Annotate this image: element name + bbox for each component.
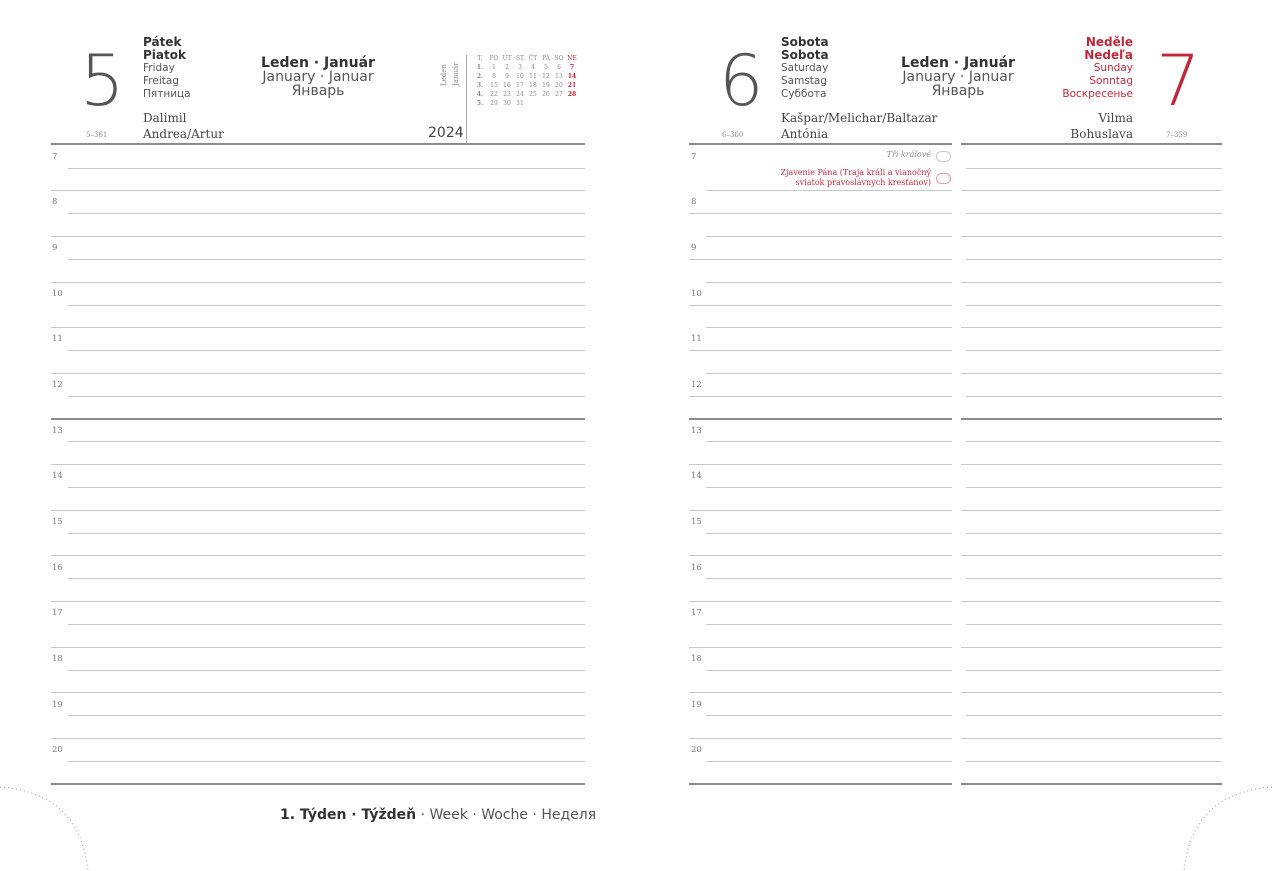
sat-nameday-sk: Antónia bbox=[781, 127, 829, 141]
day-name-de: Freitag bbox=[143, 75, 179, 87]
year-label: 2024 bbox=[428, 125, 464, 141]
mini-cal-week-3: 3. 15 16 17 18 19 20 21 bbox=[476, 82, 577, 89]
writing-line bbox=[689, 555, 952, 556]
writing-line bbox=[68, 350, 585, 351]
hour-label: 10 bbox=[52, 289, 63, 299]
writing-line bbox=[68, 533, 585, 534]
writing-line bbox=[966, 350, 1222, 351]
writing-line bbox=[51, 282, 585, 283]
event-tri-kralove: Tři králové bbox=[886, 150, 931, 159]
hour-label: 12 bbox=[691, 380, 702, 390]
month-block bbox=[258, 55, 378, 99]
sun-name-sk: Nedeľa bbox=[1084, 48, 1133, 62]
writing-line bbox=[961, 601, 1222, 602]
day-name-ru: Пятница bbox=[143, 88, 191, 100]
hour-label: 20 bbox=[52, 745, 63, 755]
sat-midday-rule bbox=[689, 418, 952, 420]
writing-line bbox=[51, 647, 585, 648]
writing-line bbox=[706, 236, 952, 237]
hour-label: 15 bbox=[52, 517, 63, 527]
writing-line bbox=[706, 373, 952, 374]
mini-cal-divider bbox=[466, 55, 467, 145]
writing-line bbox=[706, 624, 952, 625]
writing-line bbox=[961, 236, 1222, 237]
hour-label: 13 bbox=[691, 426, 702, 436]
writing-line bbox=[68, 259, 585, 260]
writing-line bbox=[689, 692, 952, 693]
sat-name-sk: Sobota bbox=[781, 48, 829, 62]
day-name-sk: Piatok bbox=[143, 48, 186, 62]
writing-line bbox=[51, 692, 585, 693]
writing-line bbox=[68, 624, 585, 625]
writing-line bbox=[51, 236, 585, 237]
day-number-7: 7 bbox=[1156, 40, 1201, 122]
sun-name-block bbox=[1034, 36, 1133, 101]
writing-line bbox=[961, 282, 1222, 283]
writing-line bbox=[51, 510, 585, 511]
corner-arc-decoration bbox=[0, 775, 100, 871]
writing-line bbox=[961, 190, 1222, 191]
sat-name-cz: Sobota bbox=[781, 35, 829, 49]
writing-line bbox=[706, 715, 952, 716]
writing-line bbox=[68, 441, 585, 442]
sun-name-en: Sunday bbox=[1093, 62, 1133, 74]
writing-line bbox=[51, 373, 585, 374]
hour-label: 13 bbox=[52, 426, 63, 436]
writing-line bbox=[689, 305, 952, 306]
hour-label: 14 bbox=[52, 471, 63, 481]
writing-line bbox=[51, 190, 585, 191]
writing-line bbox=[966, 624, 1222, 625]
sat-footer-rule bbox=[689, 783, 952, 785]
hour-label: 10 bbox=[691, 289, 702, 299]
hour-label: 8 bbox=[691, 197, 697, 207]
sat-day-index: 6–360 bbox=[722, 131, 744, 139]
sat-name-block bbox=[781, 36, 829, 101]
writing-line bbox=[706, 761, 952, 762]
month-ru: Январь bbox=[291, 83, 345, 99]
mini-cal-header: T. PO ÚT ST ČT PÁ SO NE bbox=[477, 55, 577, 62]
writing-line bbox=[68, 487, 585, 488]
hour-label: 18 bbox=[52, 654, 63, 664]
right-page bbox=[636, 0, 1272, 871]
writing-line bbox=[706, 282, 952, 283]
mini-cal-week-5: 5. 29 30 31 bbox=[476, 100, 524, 107]
hour-label: 11 bbox=[52, 334, 63, 344]
writing-line bbox=[689, 464, 952, 465]
writing-line bbox=[51, 327, 585, 328]
hour-label: 17 bbox=[52, 608, 63, 618]
writing-line bbox=[961, 464, 1222, 465]
writing-line bbox=[689, 738, 952, 739]
mini-cal-month-cz: Leden bbox=[440, 64, 448, 86]
writing-line bbox=[689, 350, 952, 351]
writing-line bbox=[51, 555, 585, 556]
writing-line bbox=[966, 396, 1222, 397]
writing-line bbox=[966, 715, 1222, 716]
writing-line bbox=[966, 305, 1222, 306]
hour-label: 9 bbox=[691, 243, 697, 253]
day-name-cz: Pátek bbox=[143, 35, 182, 49]
mini-cal-month-sk: Január bbox=[452, 62, 460, 86]
writing-line bbox=[706, 441, 952, 442]
hour-label: 14 bbox=[691, 471, 702, 481]
sun-nameday-sk: Bohuslava bbox=[1070, 127, 1133, 141]
writing-line bbox=[966, 259, 1222, 260]
mini-cal-week-1: 1. 1 2 3 4 5 6 7 bbox=[476, 64, 575, 71]
holiday-emblem-icon bbox=[936, 173, 951, 184]
hour-label: 17 bbox=[691, 608, 702, 618]
corner-arc-decoration bbox=[1172, 775, 1272, 871]
hour-label: 19 bbox=[52, 700, 63, 710]
writing-line bbox=[68, 305, 585, 306]
right-month-ru: Январь bbox=[931, 83, 985, 99]
nameday-sk: Andrea/Artur bbox=[143, 127, 224, 141]
event-emblem-icon bbox=[936, 151, 951, 162]
mini-cal-week-2: 2. 8 9 10 11 12 13 14 bbox=[476, 73, 577, 80]
right-month-title: Leden · Január bbox=[901, 55, 1015, 71]
writing-line bbox=[966, 533, 1222, 534]
event-zjavenie-pana: Zjavenie Pána (Traja králi a vianočný sviatok pravoslávnych kresťanov) bbox=[780, 168, 931, 187]
writing-line bbox=[68, 578, 585, 579]
hour-label: 16 bbox=[691, 563, 702, 573]
writing-line bbox=[966, 578, 1222, 579]
day-number-5: 5 bbox=[80, 40, 125, 122]
writing-line bbox=[68, 670, 585, 671]
writing-line bbox=[961, 647, 1222, 648]
writing-line bbox=[961, 373, 1222, 374]
week-label: 1. Týden · Týždeň · Week · Woche · Неделя bbox=[280, 807, 597, 823]
writing-line bbox=[706, 327, 952, 328]
writing-line bbox=[961, 738, 1222, 739]
writing-line bbox=[706, 487, 952, 488]
writing-line bbox=[689, 259, 952, 260]
hour-label: 15 bbox=[691, 517, 702, 527]
sat-header-rule bbox=[689, 143, 952, 145]
sat-name-en: Saturday bbox=[781, 62, 829, 74]
mini-calendar bbox=[474, 54, 586, 108]
day-index: 5–361 bbox=[86, 131, 108, 139]
day-name-block bbox=[143, 36, 191, 101]
footer-rule bbox=[51, 783, 585, 785]
month-title: Leden · Január bbox=[261, 55, 375, 71]
writing-line bbox=[689, 510, 952, 511]
writing-line bbox=[961, 692, 1222, 693]
writing-line bbox=[961, 327, 1222, 328]
right-month-block bbox=[898, 55, 1018, 99]
hour-label: 8 bbox=[52, 197, 58, 207]
writing-line bbox=[51, 464, 585, 465]
writing-line bbox=[68, 396, 585, 397]
writing-line bbox=[706, 533, 952, 534]
day-number-6: 6 bbox=[719, 40, 764, 122]
writing-line bbox=[961, 510, 1222, 511]
writing-line bbox=[706, 578, 952, 579]
hour-label: 9 bbox=[52, 243, 58, 253]
midday-rule bbox=[51, 418, 585, 420]
nameday-cz: Dalimil bbox=[143, 111, 187, 125]
hour-label: 16 bbox=[52, 563, 63, 573]
writing-line bbox=[966, 487, 1222, 488]
writing-line bbox=[68, 213, 585, 214]
writing-line bbox=[706, 190, 952, 191]
writing-line bbox=[689, 601, 952, 602]
sat-nameday-cz: Kašpar/Melichar/Baltazar bbox=[781, 111, 938, 125]
writing-line bbox=[51, 601, 585, 602]
writing-line bbox=[966, 213, 1222, 214]
writing-line bbox=[68, 761, 585, 762]
right-month-en-de: January · Januar bbox=[902, 69, 1014, 85]
sat-name-ru: Суббота bbox=[781, 88, 827, 100]
sun-name-cz: Neděle bbox=[1085, 35, 1133, 49]
sun-header-rule bbox=[961, 143, 1222, 145]
sat-name-de: Samstag bbox=[781, 75, 828, 87]
hour-label: 7 bbox=[52, 152, 58, 162]
writing-line bbox=[51, 738, 585, 739]
day-name-en: Friday bbox=[143, 62, 175, 74]
sun-name-ru: Воскресенье bbox=[1062, 88, 1133, 100]
hour-label: 20 bbox=[691, 745, 702, 755]
hour-label: 7 bbox=[691, 152, 697, 162]
writing-line bbox=[966, 441, 1222, 442]
hour-label: 12 bbox=[52, 380, 63, 390]
writing-line bbox=[689, 396, 952, 397]
sun-nameday-cz: Vilma bbox=[1098, 111, 1133, 125]
mini-cal-week-4: 4. 22 23 24 25 26 27 28 bbox=[476, 91, 577, 98]
hour-label: 11 bbox=[691, 334, 702, 344]
hour-label: 18 bbox=[691, 654, 702, 664]
writing-line bbox=[689, 647, 952, 648]
sun-day-index: 7–359 bbox=[1166, 131, 1188, 139]
sun-midday-rule bbox=[961, 418, 1222, 420]
writing-line bbox=[966, 168, 1222, 169]
hour-label: 19 bbox=[691, 700, 702, 710]
writing-line bbox=[961, 555, 1222, 556]
writing-line bbox=[966, 670, 1222, 671]
sun-name-de: Sonntag bbox=[1089, 75, 1133, 87]
writing-line bbox=[689, 213, 952, 214]
header-rule bbox=[51, 143, 585, 145]
writing-line bbox=[68, 168, 585, 169]
writing-line bbox=[68, 715, 585, 716]
month-en-de: January · Januar bbox=[262, 69, 374, 85]
writing-line bbox=[966, 761, 1222, 762]
writing-line bbox=[706, 670, 952, 671]
